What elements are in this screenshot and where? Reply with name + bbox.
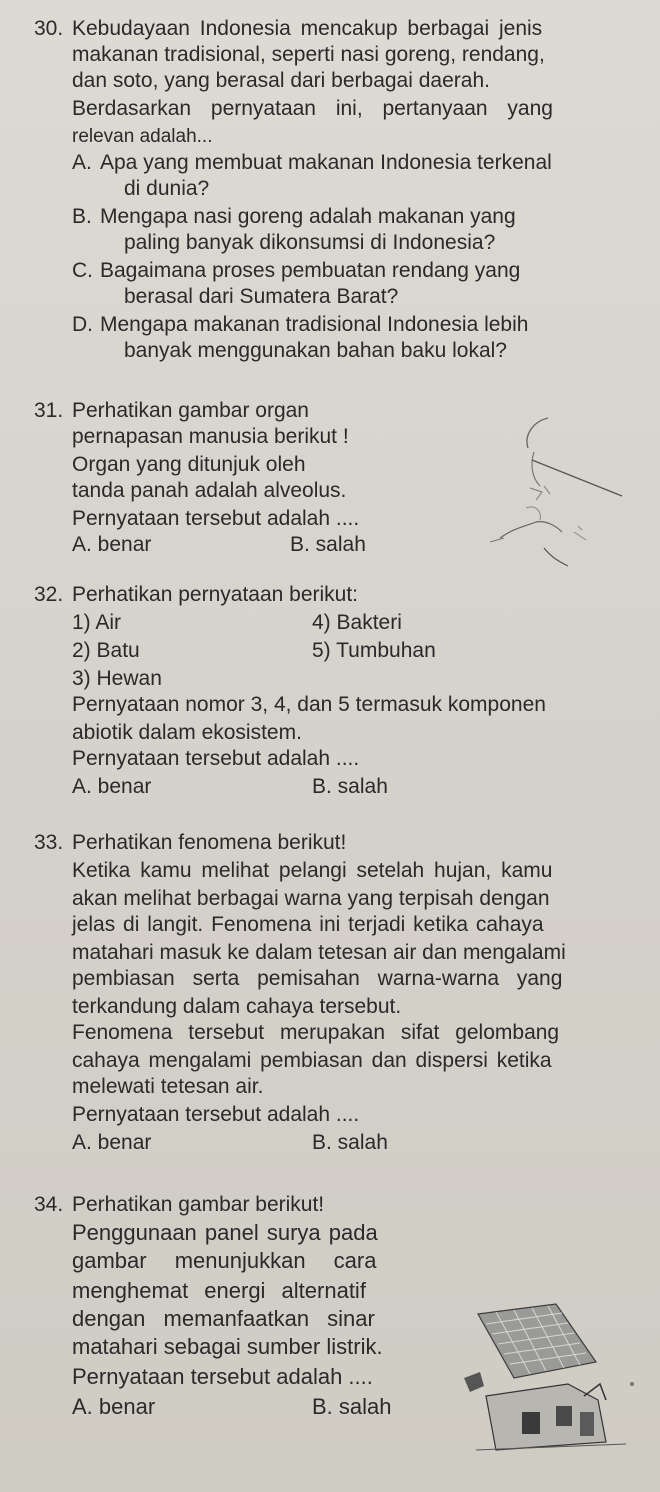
question-text-line: melewati tetesan air. (72, 1075, 264, 1098)
question-text-line: Pernyataan tersebut adalah .... (72, 1364, 373, 1389)
solar-panel (478, 1304, 596, 1378)
option-label: C. (72, 259, 93, 282)
question-text-line: pernapasan manusia berikut ! (72, 425, 349, 448)
question-text-line: Perhatikan gambar berikut! (72, 1193, 325, 1216)
option-b: B. salah (312, 1394, 392, 1419)
question-text-line: relevan adalah... (72, 126, 213, 147)
option-text: Mengapa nasi goreng adalah makanan yang (100, 205, 516, 228)
question-text-line: abiotik dalam ekosistem. (72, 721, 302, 744)
question-number: 32. (34, 583, 64, 606)
question-text-line: makanan tradisional, seperti nasi goreng, rendang, (72, 43, 545, 66)
question-text-line: Perhatikan pernyataan berikut: (72, 583, 359, 606)
question-number: 31. (34, 399, 64, 422)
question-text-line: Berdasarkan pernyataan ini, pertanyaan yang (72, 97, 553, 120)
question-text-line: dengan memanfaatkan sinar (72, 1306, 375, 1331)
question-text-line: Ketika kamu melihat pelangi setelah hujan, kamu (72, 859, 553, 882)
option-label: D. (72, 313, 93, 336)
question-number: 30. (34, 17, 64, 40)
list-item: 5) Tumbuhan (312, 639, 436, 662)
option-b: B. salah (312, 1131, 388, 1154)
option-text: berasal dari Sumatera Barat? (124, 285, 399, 308)
question-text-line: terkandung dalam cahaya tersebut. (72, 995, 402, 1018)
option-label: A. (72, 151, 92, 174)
question-text-line: jelas di langit. Fenomena ini terjadi ketika cahaya (72, 913, 544, 936)
question-text-line: cahaya mengalami pembiasan dan dispersi ketika (72, 1049, 552, 1072)
option-b: B. salah (290, 533, 366, 556)
question-text-line: tanda panah adalah alveolus. (72, 479, 347, 502)
question-text-line: Pernyataan tersebut adalah .... (72, 747, 360, 770)
list-item: 3) Hewan (72, 667, 162, 690)
question-text-line: Fenomena tersebut merupakan sifat gelombang (72, 1021, 560, 1044)
option-text: banyak menggunakan bahan baku lokal? (124, 339, 507, 362)
option-a: A. benar (72, 1131, 152, 1154)
question-text-line: gambar menunjukkan cara (72, 1248, 377, 1273)
question-number: 34. (34, 1193, 64, 1216)
question-text-line: menghemat energi alternatif (72, 1278, 366, 1303)
question-text-line: akan melihat berbagai warna yang terpisah dengan (72, 887, 550, 910)
pointer-arrow-line (532, 460, 622, 496)
question-text-line: Perhatikan gambar organ (72, 399, 309, 422)
list-item: 1) Air (72, 611, 122, 634)
question-text-line: pembiasan serta pemisahan warna-warna yang (72, 967, 563, 990)
question-text-line: Pernyataan tersebut adalah .... (72, 1103, 360, 1126)
solar-panel-house-drawing (456, 1300, 652, 1460)
option-a: A. benar (72, 533, 152, 556)
option-a: A. benar (72, 775, 152, 798)
option-text: Mengapa makanan tradisional Indonesia lebih (100, 313, 529, 336)
question-number: 33. (34, 831, 64, 854)
option-text: Apa yang membuat makanan Indonesia terkenal (100, 151, 552, 174)
option-label: B. (72, 205, 92, 228)
option-text: Bagaimana proses pembuatan rendang yang (100, 259, 521, 282)
question-text-line: matahari masuk ke dalam tetesan air dan mengalami (72, 941, 566, 964)
list-item: 2) Batu (72, 639, 140, 662)
question-text-line: Pernyataan nomor 3, 4, dan 5 termasuk komponen (72, 693, 546, 716)
question-text-line: Kebudayaan Indonesia mencakup berbagai jenis (72, 17, 543, 40)
list-item: 4) Bakteri (312, 611, 402, 634)
option-a: A. benar (72, 1394, 156, 1419)
question-text-line: Organ yang ditunjuk oleh (72, 453, 306, 476)
question-text-line: Perhatikan fenomena berikut! (72, 831, 347, 854)
question-text-line: matahari sebagai sumber listrik. (72, 1334, 383, 1359)
option-text: paling banyak dikonsumsi di Indonesia? (124, 231, 496, 254)
question-text-line: dan soto, yang berasal dari berbagai daerah. (72, 69, 490, 92)
respiratory-organ-drawing (470, 408, 630, 588)
question-text-line: Pernyataan tersebut adalah .... (72, 507, 360, 530)
option-text: di dunia? (124, 177, 210, 200)
question-text-line: Penggunaan panel surya pada (72, 1220, 378, 1245)
option-b: B. salah (312, 775, 388, 798)
